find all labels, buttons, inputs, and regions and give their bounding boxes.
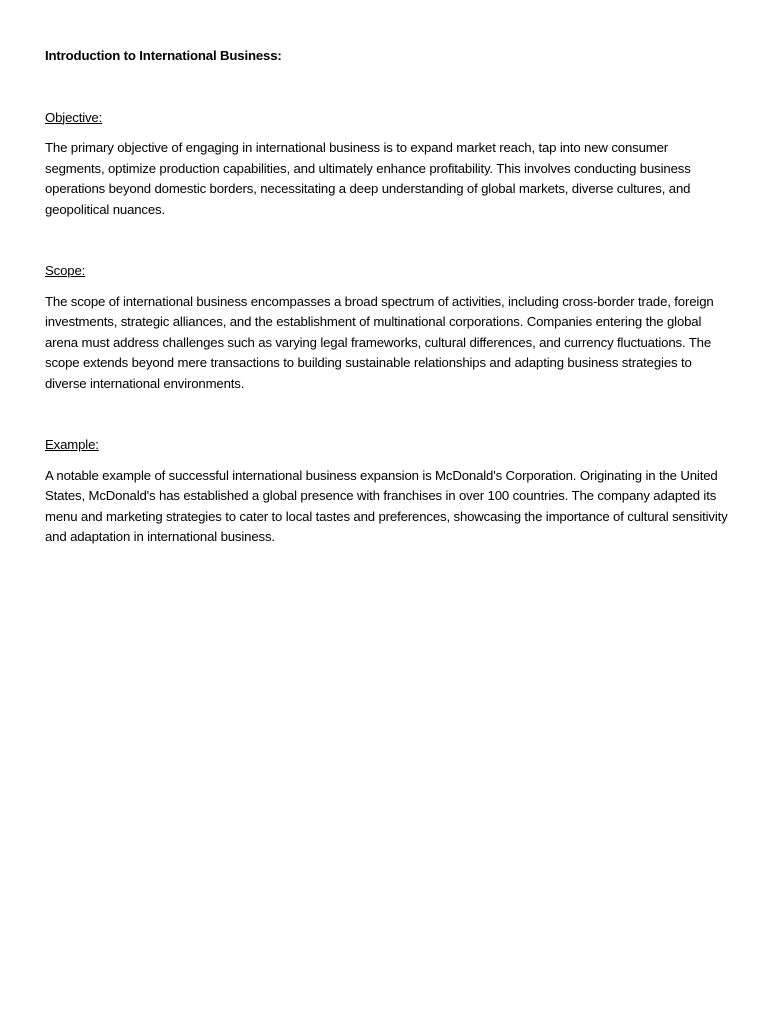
scope-paragraph: The scope of international business encompasses a broad spectrum of activities, including cross-border trade, foreign investments, strategic alliances, and the establishment of multinational corporations. Companies entering the global arena must address challenges such as varying legal frameworks, cultural differences, and currency fluctuations. The scope extends beyond mere transactions to building sustainable relationships and adapting business strategies to diverse international environments.	[45, 293, 714, 391]
document-title: Introduction to International Business:	[45, 48, 282, 63]
example-paragraph: A notable example of successful international business expansion is McDonald's Corporation. Originating in the United States, McDonald's has established a global presence with franchises in over 100 countries. The company adapted its menu and marketing strategies to cater to local tastes and preferences, showcasing the importance of cultural sensitivity and adaptation in international business.	[45, 467, 728, 544]
document-content	[45, 46, 730, 589]
example-heading: Example:	[45, 437, 99, 452]
objective-heading: Objective:	[45, 109, 103, 125]
scope-heading: Scope:	[45, 263, 86, 278]
objective-paragraph: The primary objective of engaging in international business is to expand market reach, tap into new consumer segments, optimize production capabilities, and ultimately enhance profitability. This involves conducting business operations beyond domestic borders, necessitating a deep understanding of global markets, diverse cultures, and geopolitical nuances.	[45, 140, 691, 217]
